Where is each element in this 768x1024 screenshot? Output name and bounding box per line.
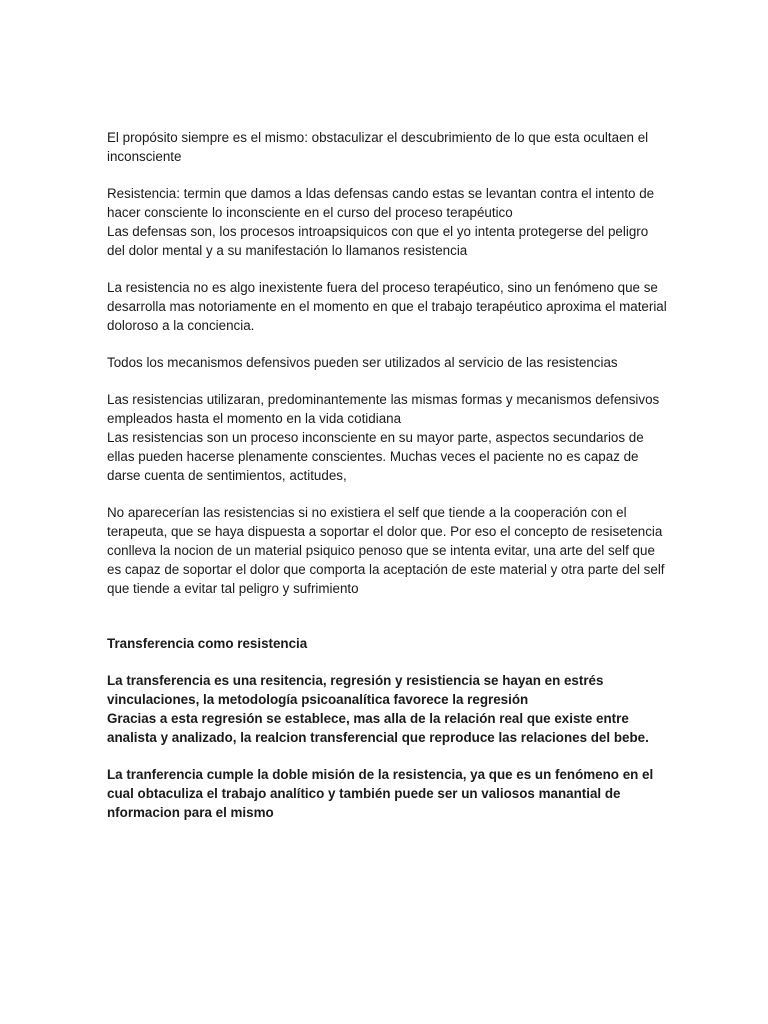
paragraph-line: La tranferencia cumple la doble misión de la resistencia, ya que es un fenómeno en el cual obtaculiza el trabajo analítico y también puede ser un valiosos manantial de nformacion para el mismo bbox=[107, 767, 654, 820]
document-body bbox=[107, 128, 667, 840]
paragraph-transferencia-resistencia bbox=[107, 671, 667, 747]
paragraph-line: Las resistencias son un proceso inconsciente en su mayor parte, aspectos secundarios de ellas pueden hacerse plenamente conscientes. Muchas veces el paciente no es capaz de darse cuenta de sentimientos, actitudes, bbox=[107, 430, 644, 483]
paragraph-line: La resistencia no es algo inexistente fuera del proceso terapéutico, sino un fenómeno que se desarrolla mas notoriamente en el momento en que el trabajo terapéutico aproxima el material doloroso a la conciencia. bbox=[107, 280, 667, 333]
paragraph-resistencias-utilizaran bbox=[107, 390, 667, 485]
paragraph-self bbox=[107, 503, 667, 598]
paragraph-line: El propósito siempre es el mismo: obstaculizar el descubrimiento de lo que esta ocultaen el inconsciente bbox=[107, 130, 649, 164]
paragraph-mecanismos bbox=[107, 353, 667, 372]
paragraph-line: Las resistencias utilizaran, predominantemente las mismas formas y mecanismos defensivos empleados hasta el momento en la vida cotidiana bbox=[107, 392, 660, 426]
paragraph-resistencia-definicion bbox=[107, 184, 667, 260]
paragraph-line: Todos los mecanismos defensivos pueden ser utilizados al servicio de las resistencias bbox=[107, 355, 618, 370]
paragraph-line: Resistencia: termin que damos a ldas defensas cando estas se levantan contra el intento de hacer consciente lo inconsciente en el curso del proceso terapéutico bbox=[107, 186, 655, 220]
paragraph-line: No aparecerían las resistencias si no existiera el self que tiende a la cooperación con el terapeuta, que se haya dispuesta a soportar el dolor que. Por eso el concepto de resisetencia conlleva la nocion de un material psiquico penoso que se intenta evitar, una arte del self que es capaz de soportar el dolor que comporta la aceptación de este material y otra parte del self que tiende a evitar tal peligro y sufrimiento bbox=[107, 505, 665, 596]
paragraph-line: Gracias a esta regresión se establece, mas alla de la relación real que existe entre analista y analizado, la realcion transferencial que reproduce las relaciones del bebe. bbox=[107, 711, 649, 745]
paragraph-proposito bbox=[107, 128, 667, 166]
paragraph-line: Las defensas son, los procesos introapsiquicos con que el yo intenta protegerse del peligro del dolor mental y a su manifestación lo llamanos resistencia bbox=[107, 224, 649, 258]
paragraph-line: La transferencia es una resitencia, regresión y resistiencia se hayan en estrés vinculaciones, la metodología psicoanalítica favorece la regresión bbox=[107, 673, 604, 707]
paragraph-transferencia-doble-mision bbox=[107, 765, 667, 822]
section-heading: Transferencia como resistencia bbox=[107, 636, 308, 651]
paragraph-resistencia-fenomeno bbox=[107, 278, 667, 335]
